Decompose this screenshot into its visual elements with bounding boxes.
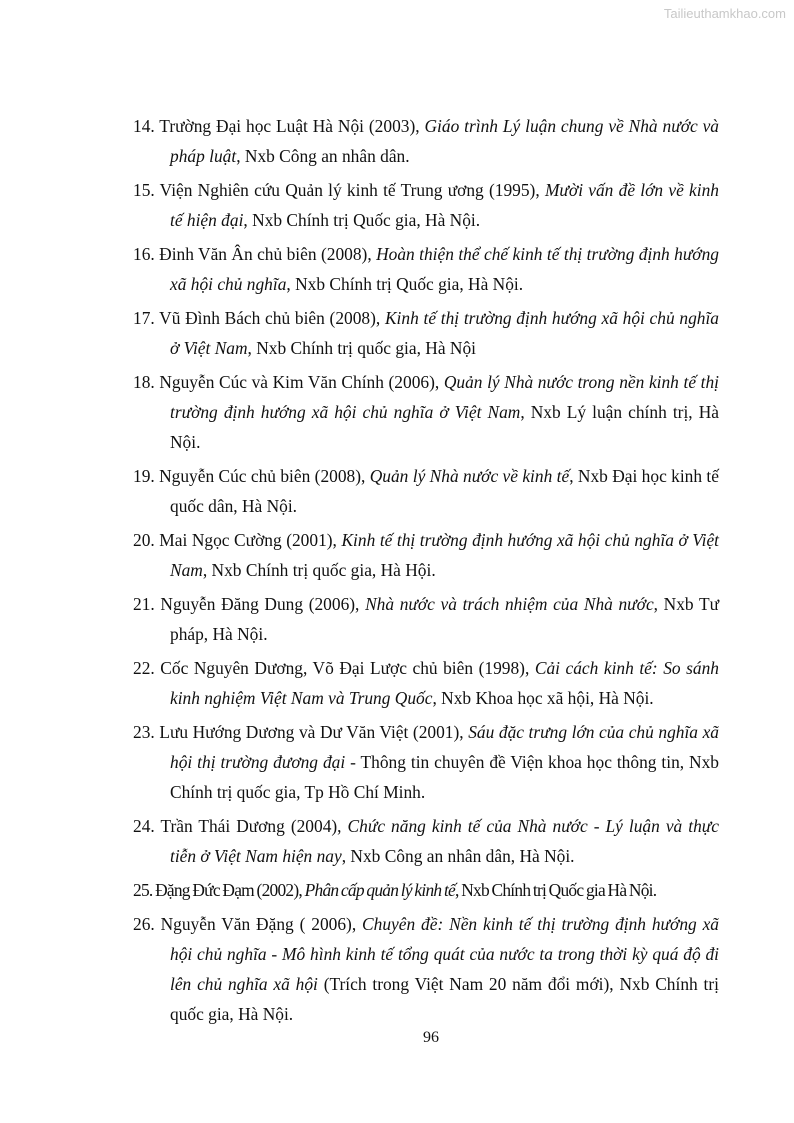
reference-item bbox=[133, 909, 719, 1029]
watermark: Tailieuthamkhao.com bbox=[663, 6, 786, 21]
reference-title: Kinh tế thị trường định hướng xã hội chủ nghĩa ở Việt Nam bbox=[170, 308, 719, 358]
reference-text: , Nxb Chính trị quốc gia, Hà Hội. bbox=[202, 560, 436, 580]
reference-item bbox=[133, 367, 719, 457]
reference-title: Giáo trình Lý luận chung về Nhà nước và pháp luật bbox=[170, 116, 719, 166]
reference-item bbox=[133, 875, 719, 905]
reference-text: 26. Nguyễn Văn Đặng ( 2006), bbox=[133, 914, 363, 934]
reference-title: Chức năng kinh tế của Nhà nước - Lý luận và thực tiễn ở Việt Nam hiện nay bbox=[170, 816, 719, 866]
reference-text: , Nxb Chính trị quốc gia, Hà Nội bbox=[247, 338, 477, 358]
reference-title: Kinh tế thị trường định hướng xã hội chủ nghĩa ở Việt Nam bbox=[170, 530, 720, 580]
reference-title: Chuyên đề: Nền kinh tế thị trường định hướng xã hội chủ nghĩa - Mô hình kinh tế tổng quát của nước ta trong thời kỳ quá độ đi lên chủ nghĩa xã hội bbox=[170, 914, 719, 994]
reference-title: Cải cách kinh tế: So sánh kinh nghiệm Việt Nam và Trung Quốc bbox=[170, 658, 719, 708]
reference-item bbox=[133, 811, 719, 871]
reference-text: 19. Nguyễn Cúc chủ biên (2008), bbox=[133, 466, 370, 486]
reference-item bbox=[133, 589, 719, 649]
reference-item bbox=[133, 111, 719, 171]
reference-item bbox=[133, 525, 719, 585]
reference-text: 17. Vũ Đình Bách chủ biên (2008), bbox=[133, 308, 385, 328]
reference-text: 18. Nguyễn Cúc và Kim Văn Chính (2006), bbox=[133, 372, 444, 392]
reference-item bbox=[133, 239, 719, 299]
reference-text: , Nxb Lý luận chính trị, Hà Nội. bbox=[170, 402, 719, 452]
reference-list bbox=[133, 111, 719, 1033]
reference-item bbox=[133, 653, 719, 713]
reference-text: 24. Trần Thái Dương (2004), bbox=[133, 816, 348, 836]
reference-title: Hoàn thiện thể chế kinh tế thị trường định hướng xã hội chủ nghĩa bbox=[170, 244, 719, 294]
reference-item bbox=[133, 717, 719, 807]
reference-text: 14. Trường Đại học Luật Hà Nội (2003), bbox=[133, 116, 425, 136]
reference-text: , Nxb Công an nhân dân. bbox=[236, 146, 410, 166]
reference-text: , Nxb Chính trị Quốc gia, Hà Nội. bbox=[286, 274, 524, 294]
reference-item bbox=[133, 461, 719, 521]
reference-text: 20. Mai Ngọc Cường (2001), bbox=[133, 530, 342, 550]
reference-text: 15. Viện Nghiên cứu Quản lý kinh tế Trung ương (1995), bbox=[133, 180, 545, 200]
reference-item bbox=[133, 175, 719, 235]
reference-text: - Thông tin chuyên đề Viện khoa học thông tin, Nxb Chính trị quốc gia, Tp Hồ Chí Minh. bbox=[170, 752, 719, 802]
reference-title: Sáu đặc trưng lớn của chủ nghĩa xã hội thị trường đương đại bbox=[170, 722, 719, 772]
reference-text: 16. Đinh Văn Ân chủ biên (2008), bbox=[133, 244, 377, 264]
reference-title: Nhà nước và trách nhiệm của Nhà nước bbox=[365, 594, 654, 614]
reference-text: (Trích trong Việt Nam 20 năm đổi mới), Nxb Chính trị quốc gia, Hà Nội. bbox=[170, 974, 719, 1024]
reference-text: , Nxb Công an nhân dân, Hà Nội. bbox=[341, 846, 575, 866]
reference-text: 23. Lưu Hướng Dương và Dư Văn Việt (2001), bbox=[133, 722, 469, 742]
reference-title: Mười vấn đề lớn về kinh tế hiện đại bbox=[170, 180, 719, 230]
reference-title: Phân cấp quản lý kinh tế bbox=[304, 880, 456, 900]
reference-text: , Nxb Chính trị Quốc gia Hà Nội. bbox=[455, 880, 657, 900]
reference-title: Quản lý Nhà nước về kinh tế bbox=[369, 466, 570, 486]
reference-text: , Nxb Khoa học xã hội, Hà Nội. bbox=[432, 688, 654, 708]
page-number: 96 bbox=[423, 1029, 439, 1046]
reference-text: , Nxb Chính trị Quốc gia, Hà Nội. bbox=[243, 210, 481, 230]
reference-item bbox=[133, 303, 719, 363]
reference-title: Quản lý Nhà nước trong nền kinh tế thị trường định hướng xã hội chủ nghĩa ở Việt Nam bbox=[170, 372, 719, 422]
reference-text: 21. Nguyễn Đăng Dung (2006), bbox=[133, 594, 366, 614]
reference-text: , Nxb Đại học kinh tế quốc dân, Hà Nội. bbox=[170, 466, 719, 516]
reference-text: 22. Cốc Nguyên Dương, Võ Đại Lược chủ biên (1998), bbox=[133, 658, 535, 678]
reference-text: , Nxb Tư pháp, Hà Nội. bbox=[170, 594, 719, 644]
reference-text: 25. Đặng Đức Đạm (2002), bbox=[133, 880, 305, 900]
